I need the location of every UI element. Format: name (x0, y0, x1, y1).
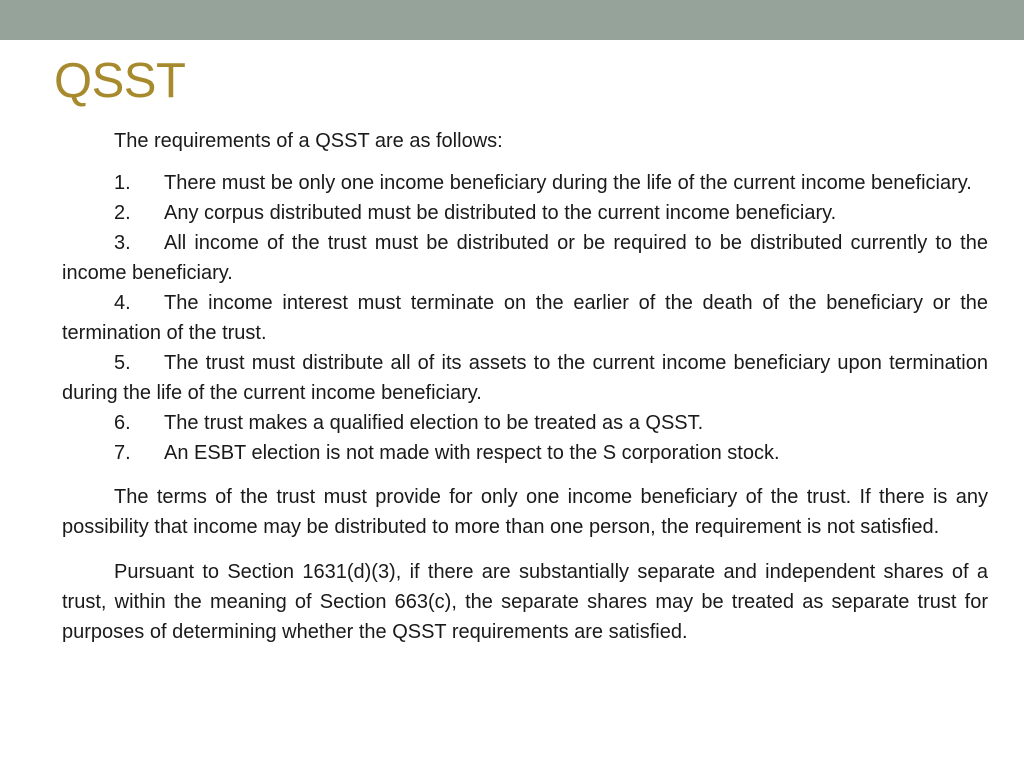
requirement-item-1 (62, 168, 988, 198)
requirement-item-2 (62, 198, 988, 228)
top-accent-band (0, 0, 1024, 40)
requirement-number: 4. (114, 292, 131, 314)
requirement-number: 6. (114, 412, 131, 434)
slide-body (62, 126, 988, 662)
requirement-number: 7. (114, 442, 131, 464)
requirement-text: The trust must distribute all of its assets to the current income beneficiary upon termination during the life of the current income beneficiary. (62, 352, 988, 404)
requirement-text: The income interest must terminate on the earlier of the death of the beneficiary or the termination of the trust. (62, 292, 988, 344)
requirement-number: 1. (114, 172, 131, 194)
slide-title: QSST (54, 54, 186, 108)
requirement-number: 5. (114, 352, 131, 374)
requirements-list (62, 168, 988, 468)
requirement-item-3 (62, 228, 988, 288)
requirement-item-5 (62, 348, 988, 408)
requirement-item-4 (62, 288, 988, 348)
requirement-number: 3. (114, 232, 131, 254)
single-beneficiary-paragraph: The terms of the trust must provide for only one income beneficiary of the trust. If there is any possibility that income may be distributed to more than one person, the requirement is not satisfied. (62, 486, 988, 538)
intro-text: The requirements of a QSST are as follows: (114, 130, 503, 152)
separate-shares-paragraph: Pursuant to Section 1631(d)(3), if there are substantially separate and independent shares of a trust, within the meaning of Section 663(c), the separate shares may be treated as separate trust for purposes of determining whether the QSST requirements are satisfied. (62, 561, 988, 643)
requirement-text: There must be only one income beneficiary during the life of the current income beneficiary. (164, 172, 972, 194)
requirement-item-7 (62, 438, 988, 468)
requirement-text: The trust makes a qualified election to be treated as a QSST. (164, 412, 704, 434)
requirement-item-6 (62, 408, 988, 438)
requirement-number: 2. (114, 202, 131, 224)
requirement-text: All income of the trust must be distributed or be required to be distributed currently to the income beneficiary. (62, 232, 988, 284)
requirement-text: Any corpus distributed must be distributed to the current income beneficiary. (164, 202, 837, 224)
requirement-text: An ESBT election is not made with respect to the S corporation stock. (164, 442, 780, 464)
